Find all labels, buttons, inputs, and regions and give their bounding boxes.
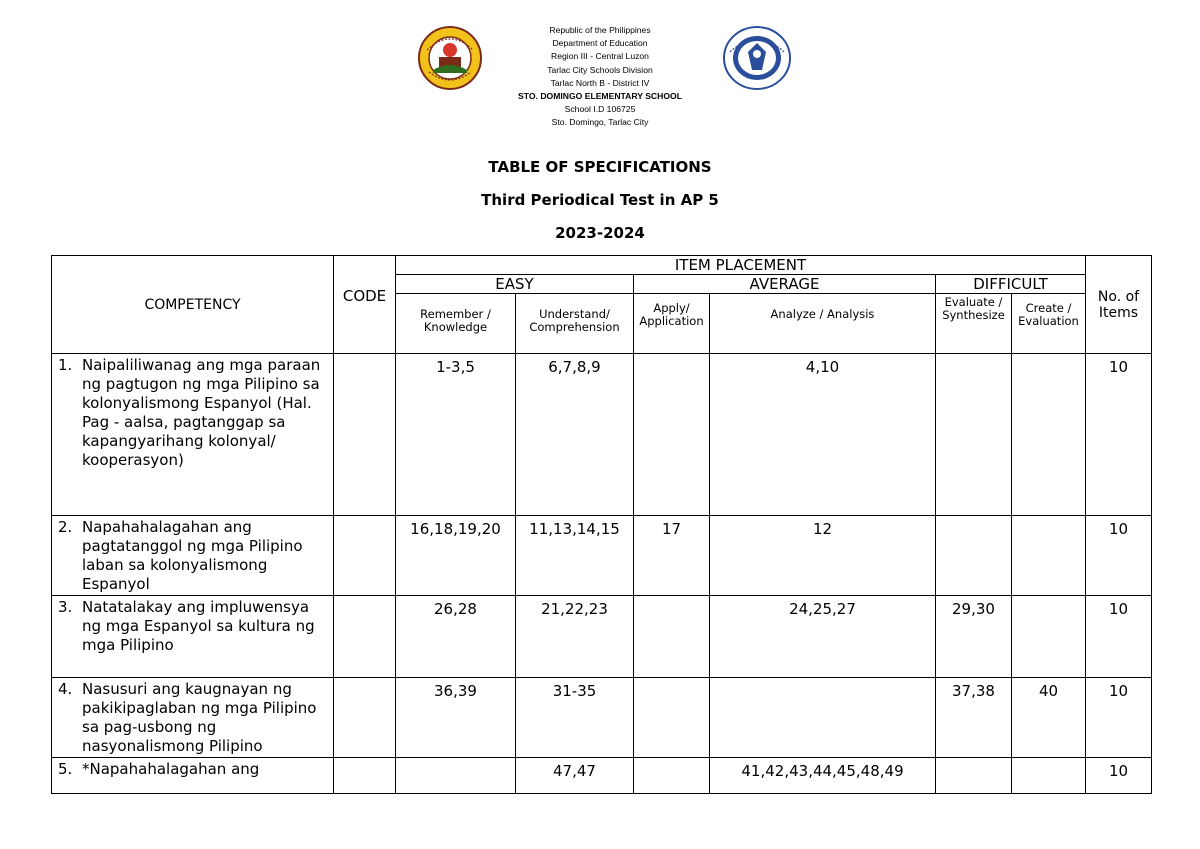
average-header: AVERAGE <box>634 275 936 294</box>
difficult-header: DIFFICULT <box>936 275 1086 294</box>
competency-text: Natatalakay ang impluwensya ng mga Espanyol sa kultura ng mga Pilipino <box>82 598 315 654</box>
competency-cell <box>52 678 334 758</box>
competency-text: Napahahalagahan ang pagtatanggol ng mga Pilipino laban sa kolonyalismong Espanyol <box>82 518 303 593</box>
header-line-republic: Republic of the Philippines <box>549 25 651 35</box>
remember-cell: 1-3,5 <box>396 354 516 516</box>
row-number: 4. <box>58 680 73 698</box>
row-number: 2. <box>58 518 73 536</box>
create-cell <box>1012 516 1086 596</box>
items-cell: 10 <box>1086 354 1152 516</box>
understand-cell: 11,13,14,15 <box>516 516 634 596</box>
code-cell <box>334 516 396 596</box>
document-title: TABLE OF SPECIFICATIONS <box>488 158 712 176</box>
understand-cell: 21,22,23 <box>516 596 634 678</box>
table-row <box>52 758 1152 794</box>
header-row-1 <box>52 256 1152 275</box>
no-of-items-header: No. of Items <box>1086 256 1152 354</box>
document-subtitle: Third Periodical Test in AP 5 <box>481 191 719 209</box>
deped-seal-icon <box>722 26 792 90</box>
item-placement-header: ITEM PLACEMENT <box>396 256 1086 275</box>
items-cell: 10 <box>1086 516 1152 596</box>
competency-header: COMPETENCY <box>52 256 334 354</box>
apply-cell <box>634 678 710 758</box>
remember-cell: 36,39 <box>396 678 516 758</box>
remember-cell: 16,18,19,20 <box>396 516 516 596</box>
analyze-cell: 12 <box>710 516 936 596</box>
row-number: 5. <box>58 760 73 778</box>
code-cell <box>334 758 396 794</box>
code-cell <box>334 354 396 516</box>
analyze-cell <box>710 678 936 758</box>
competency-text: Nasusuri ang kaugnayan ng pakikipaglaban ng mga Pilipino sa pag-usbong ng nasyonalismong Pilipino <box>82 680 317 755</box>
header-line-address: Sto. Domingo, Tarlac City <box>551 117 649 128</box>
apply-cell <box>634 596 710 678</box>
understand-cell: 31-35 <box>516 678 634 758</box>
understand-cell: 47,47 <box>516 758 634 794</box>
understand-cell: 6,7,8,9 <box>516 354 634 516</box>
table-row <box>52 678 1152 758</box>
evaluate-header: Evaluate / Synthesize <box>936 294 1012 354</box>
create-cell <box>1012 596 1086 678</box>
analyze-cell: 24,25,27 <box>710 596 936 678</box>
table-row <box>52 516 1152 596</box>
analyze-cell: 4,10 <box>710 354 936 516</box>
evaluate-cell: 37,38 <box>936 678 1012 758</box>
competency-cell <box>52 516 334 596</box>
apply-header: Apply/ Application <box>634 294 710 354</box>
header-line-district: Tarlac North B - District IV <box>550 77 650 88</box>
items-cell: 10 <box>1086 596 1152 678</box>
items-cell: 10 <box>1086 758 1152 794</box>
analyze-header: Analyze / Analysis <box>710 294 936 354</box>
table-row <box>52 596 1152 678</box>
evaluate-cell <box>936 354 1012 516</box>
create-header: Create / Evaluation <box>1012 294 1086 354</box>
evaluate-cell <box>936 516 1012 596</box>
evaluate-cell: 29,30 <box>936 596 1012 678</box>
competency-text: Naipaliliwanag ang mga paraan ng pagtugon ng mga Pilipino sa kolonyalismong Espanyol (Hal. Pag - aalsa, pagtanggap sa kapangyarihang kolonyal/ kooperasyon) <box>82 356 321 469</box>
header-line-department: Department of Education <box>552 38 648 49</box>
remember-cell <box>396 758 516 794</box>
understand-header: Understand/ Comprehension <box>516 294 634 354</box>
table-row <box>52 354 1152 516</box>
header-line-school: STO. DOMINGO ELEMENTARY SCHOOL <box>518 91 682 102</box>
remember-header: Remember / Knowledge <box>396 294 516 354</box>
competency-cell <box>52 596 334 678</box>
items-cell: 10 <box>1086 678 1152 758</box>
competency-cell <box>52 758 334 794</box>
apply-cell: 17 <box>634 516 710 596</box>
specifications-table <box>51 255 1152 794</box>
school-header <box>460 24 740 130</box>
remember-cell: 26,28 <box>396 596 516 678</box>
code-cell <box>334 596 396 678</box>
row-number: 1. <box>58 356 73 374</box>
header-line-division: Tarlac City Schools Division <box>547 64 653 75</box>
create-cell <box>1012 354 1086 516</box>
create-cell: 40 <box>1012 678 1086 758</box>
easy-header: EASY <box>396 275 634 294</box>
code-cell <box>334 678 396 758</box>
apply-cell <box>634 354 710 516</box>
header-line-school-id: School I.D 106725 <box>564 104 636 115</box>
competency-cell <box>52 354 334 516</box>
school-year: 2023-2024 <box>555 224 645 242</box>
evaluate-cell <box>936 758 1012 794</box>
row-number: 3. <box>58 598 73 616</box>
apply-cell <box>634 758 710 794</box>
analyze-cell: 41,42,43,44,45,48,49 <box>710 758 936 794</box>
create-cell <box>1012 758 1086 794</box>
competency-text: *Napahahalagahan ang <box>82 760 260 778</box>
code-header: CODE <box>334 256 396 354</box>
header-line-region: Region III - Central Luzon <box>551 51 649 62</box>
